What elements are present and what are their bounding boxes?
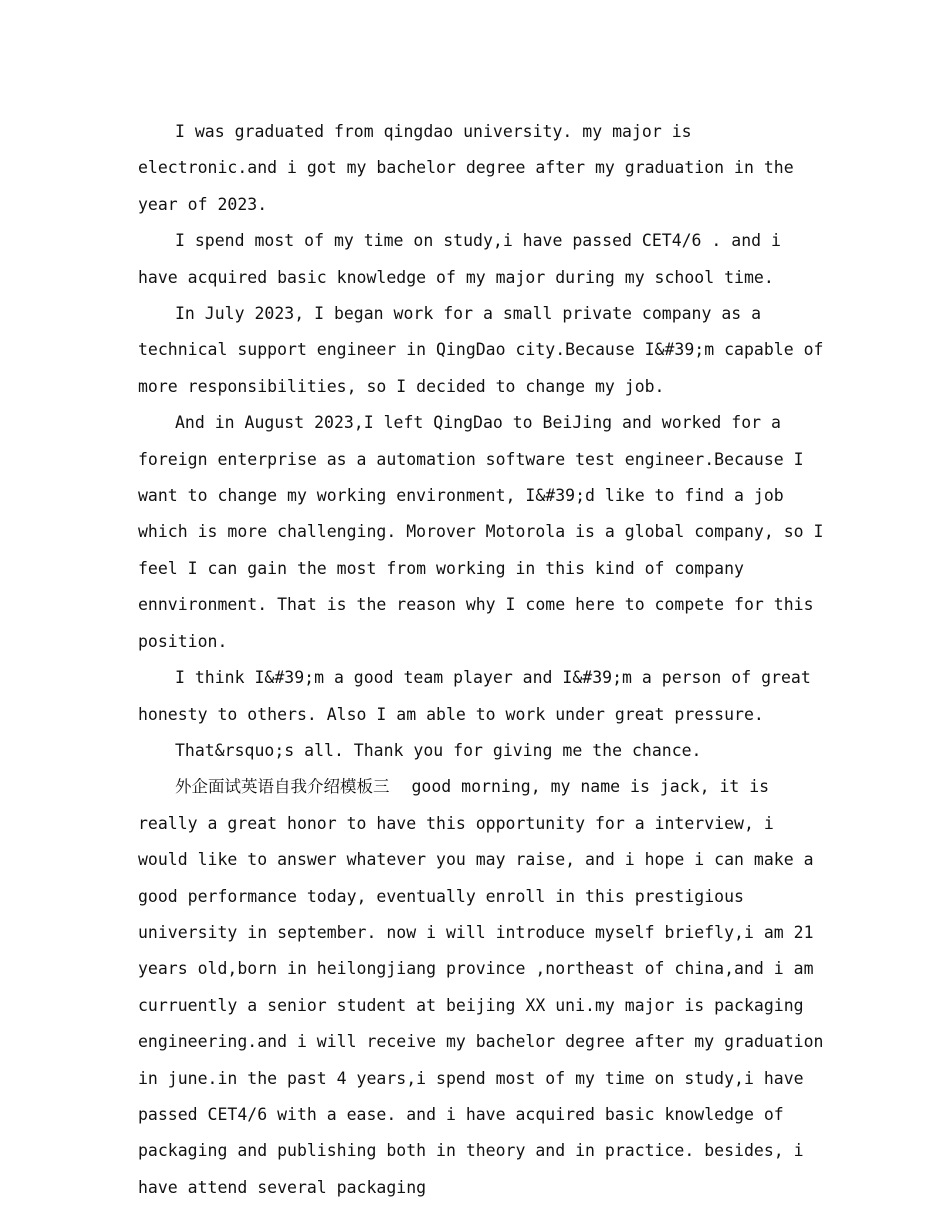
section-body: good morning, my name is jack, it is really a great honor to have this opportunity for a interview, i would like to answer whatever you may raise, and i hope i can make a good performance today, eventually enroll in this prestigious university in september. now i will introduce myself briefly,i am 21 years old,born in heilongjiang province ,northeast of china,and i am curruently a senior student at beijing XX uni.my major is packaging engineering.and i will receive my bachelor degree after my graduation in june.in the past 4 years,i spend most of my time on study,i have passed CET4/6 with a ease. and i have acquired basic knowledge of packaging and publishing both in theory and in practice. besides, i have attend several packaging <box>138 777 824 1197</box>
paragraph-template-three <box>138 769 828 1206</box>
paragraph-personality: I think I&#39;m a good team player and I&#39;m a person of great honesty to others. Also I am able to work under great pressure. <box>138 668 811 724</box>
paragraph-first-job: In July 2023, I began work for a small private company as a technical support engineer in QingDao city.Because I&#39;m capable of more responsibilities, so I decided to change my job. <box>138 304 824 396</box>
paragraph-education: I was graduated from qingdao university. my major is electronic.and i got my bachelor degree after my graduation in the year of 2023. <box>138 122 794 214</box>
paragraph-second-job: And in August 2023,I left QingDao to BeiJing and worked for a foreign enterprise as a automation software test engineer.Because I want to change my working environment, I&#39;d like to find a job which is more challenging. Morover Motorola is a global company, so I feel I can gain the most from working in this kind of company ennvironment. That is the reason why I come here to compete for this position. <box>138 413 824 651</box>
paragraph-closing: That&rsquo;s all. Thank you for giving me the chance. <box>175 740 702 760</box>
section-heading: 外企面试英语自我介绍模板三 <box>175 777 390 797</box>
document-body <box>138 114 828 1206</box>
paragraph-study: I spend most of my time on study,i have passed CET4/6 . and i have acquired basic knowledge of my major during my school time. <box>138 231 781 287</box>
